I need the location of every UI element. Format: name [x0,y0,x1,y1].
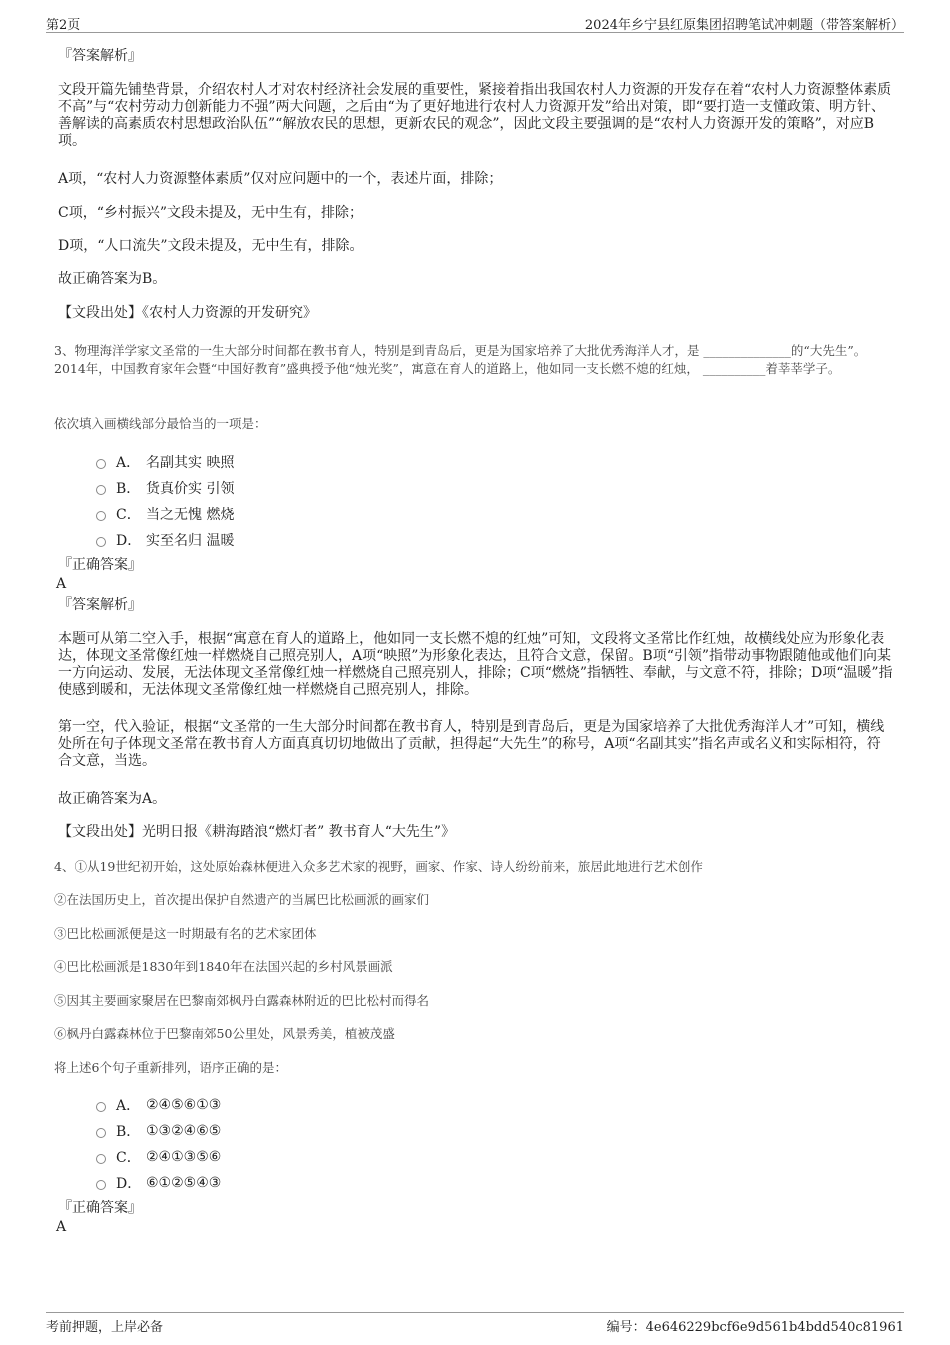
option-b[interactable] [96,478,234,498]
option-letter: D． [116,1176,142,1192]
option-letter: A． [116,455,141,471]
option-text: ①③②④⑥⑤ [146,1123,222,1139]
footer-slogan: 考前押题，上岸必备 [46,1320,164,1335]
radio-icon[interactable] [96,537,106,547]
option-letter: B． [116,1124,141,1140]
question-3-stem: 3、物理海洋学家文圣常的一生大部分时间都在教书育人，特别是到青岛后，更是为国家培养了大批优秀海洋人才，是 ______________的“大先生”。2014年，中国教育家年会暨“中国好教育”盛典授予他“烛光奖”，寓意在育人的道路上，他如同一支长燃不熄的红烛， __________着莘莘学子。 [54,343,867,376]
question-4-prompt: 将上述6个句子重新排列，语序正确的是： [54,1060,287,1075]
option-text: 当之无愧 燃烧 [146,507,235,523]
option-a[interactable] [96,452,234,472]
radio-icon[interactable] [96,1102,106,1112]
option-d[interactable] [96,1173,221,1193]
analysis-paragraph: 文段开篇先铺垫背景，介绍农村人才对农村经济社会发展的重要性，紧接着指出我国农村人力资源的开发存在着“农村人力资源整体素质不高”与“农村劳动力创新能力不强”两大问题，之后由“为了更好地进行农村人力资源开发”给出对策，即“要打造一支懂政策、明方针、善解读的高素质农村思想政治队伍”“解放农民的思想，更新农民的观念”，因此文段主要强调的是“农村人力资源开发的策略”，对应B项。 [58,82,892,149]
option-text: ②④①③⑤⑥ [146,1149,222,1165]
analysis-paragraph: 第一空，代入验证，根据“文圣常的一生大部分时间都在教书育人，特别是到青岛后，更是为国家培养了大批优秀海洋人才”可知，横线处所在句子体现文圣常在教书育人方面真真切切地做出了贡献，担得起“大先生”的称号，A项“名副其实”指名声或名义和实际相符，符合文意，当选。 [58,719,885,769]
question-3-prompt: 依次填入画横线部分最恰当的一项是： [54,416,267,431]
question-4-sentence-4: ④巴比松画派是1830年到1840年在法国兴起的乡村风景画派 [54,959,393,974]
radio-icon[interactable] [96,1180,106,1190]
analysis-paragraph: 本题可从第二空入手，根据“寓意在育人的道路上，他如同一支长燃不熄的红烛”可知，文段将文圣常比作红烛，故横线处应为形象化表达，体现文圣常像红烛一样燃烧自己照亮别人，A项“映照”为形象化表达，且符合文意，保留。B项“引领”指带动事物跟随他或他们向某一方向运动、发展，无法体现文圣常像红烛一样燃烧自己照亮别人，排除；C项“燃烧”指牺牲、奉献，与文意不符，排除；D项“温暖”指使感到暖和，无法体现文圣常像红烛一样燃烧自己照亮别人，排除。 [58,631,893,698]
option-letter: A． [116,1098,141,1114]
option-letter: C． [116,1150,141,1166]
question-4-sentence-1: 4、①从19世纪初开始，这处原始森林便进入众多艺术家的视野，画家、作家、诗人纷纷前来，旅居此地进行艺术创作 [54,859,703,874]
page-number: 第2页 [46,18,81,33]
option-text: ②④⑤⑥①③ [146,1097,222,1113]
answer-heading: 『正确答案』 [58,1200,142,1216]
source-citation: 【文段出处】《农村人力资源的开发研究》 [58,305,317,321]
option-letter: D． [116,533,142,549]
radio-icon[interactable] [96,1154,106,1164]
option-d[interactable] [96,530,234,550]
answer-heading: 『正确答案』 [58,557,142,573]
option-b[interactable] [96,1121,221,1141]
analysis-heading: 『答案解析』 [58,597,142,613]
radio-icon[interactable] [96,1128,106,1138]
analysis-option-a: A项，“农村人力资源整体素质”仅对应问题中的一个，表述片面，排除； [58,171,503,187]
page-header [46,12,904,33]
question-4-sentence-6: ⑥枫丹白露森林位于巴黎南郊50公里处，风景秀美，植被茂盛 [54,1026,395,1041]
analysis-heading: 『答案解析』 [58,48,142,64]
analysis-conclusion: 故正确答案为B。 [58,271,167,287]
question-4-sentence-2: ②在法国历史上，首次提出保护自然遗产的当属巴比松画派的画家们 [54,892,430,907]
option-c[interactable] [96,1147,221,1167]
source-citation: 【文段出处】光明日报《耕海踏浪“燃灯者” 教书育人“大先生”》 [58,824,456,840]
analysis-option-d: D项，“人口流失”文段未提及，无中生有，排除。 [58,238,364,254]
option-text: 实至名归 温暖 [146,533,235,549]
option-text: 货真价实 引领 [146,481,235,497]
analysis-option-c: C项，“乡村振兴”文段未提及，无中生有，排除； [58,205,364,221]
radio-icon[interactable] [96,485,106,495]
correct-answer: A [56,576,67,592]
question-4-sentence-3: ③巴比松画派便是这一时期最有名的艺术家团体 [54,926,317,941]
option-a[interactable] [96,1095,221,1115]
page-footer [46,1312,904,1335]
radio-icon[interactable] [96,459,106,469]
document-title: 2024年乡宁县红原集团招聘笔试冲刺题（带答案解析） [584,18,904,33]
option-text: ⑥①②⑤④③ [146,1175,222,1191]
option-letter: C． [116,507,141,523]
analysis-conclusion: 故正确答案为A。 [58,791,167,807]
radio-icon[interactable] [96,511,106,521]
option-c[interactable] [96,504,234,524]
option-text: 名副其实 映照 [146,455,235,471]
document-id: 编号：4e646229bcf6e9d561b4bdd540c81961 [606,1320,904,1335]
question-4-sentence-5: ⑤因其主要画家聚居在巴黎南郊枫丹白露森林附近的巴比松村而得名 [54,993,430,1008]
option-letter: B． [116,481,141,497]
correct-answer: A [56,1219,67,1235]
